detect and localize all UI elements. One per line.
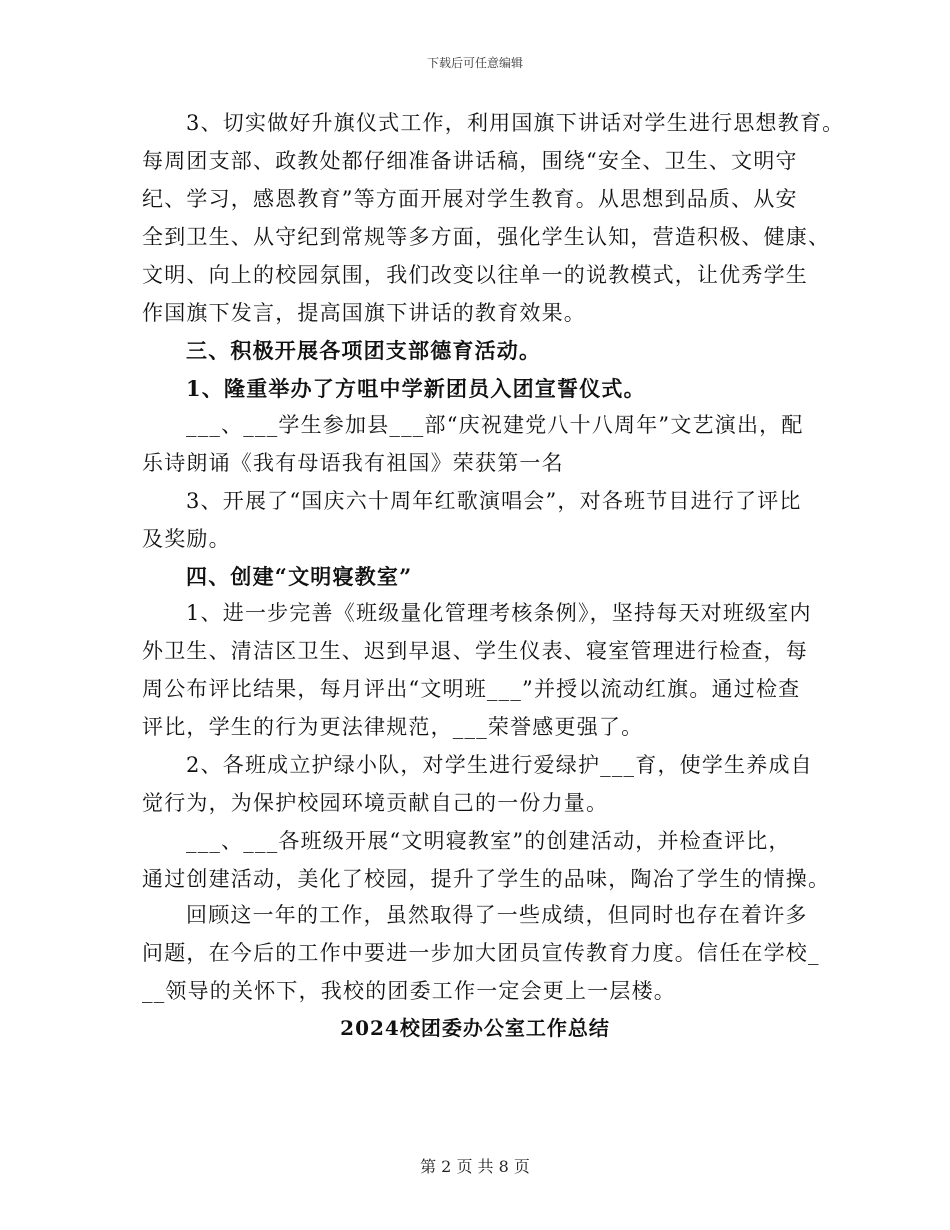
paragraph-line: 问题，在今后的工作中要进一步加大团员宣传教育力度。信任在学校_: [142, 941, 820, 965]
paragraph-line: 作国旗下发言，提高国旗下讲话的教育效果。: [142, 301, 586, 325]
paragraph-line: 通过创建活动，美化了校园，提升了学生的品味，陶冶了学生的情操。: [142, 867, 831, 891]
next-section-title: 2024校团委办公室工作总结: [340, 1016, 610, 1040]
paragraph-line: 纪、学习，感恩教育”等方面开展对学生教育。从思想到品质、从安: [142, 187, 798, 211]
paragraph-line: 周公布评比结果，每月评出“文明班___”并授以流动红旗。通过检查: [142, 677, 801, 701]
paragraph-line: 评比，学生的行为更法律规范，___荣誉感更强了。: [142, 715, 644, 739]
paragraph-line: __领导的关怀下，我校的团委工作一定会更上一层楼。: [142, 979, 676, 1003]
paragraph-line: 3、切实做好升旗仪式工作，利用国旗下讲话对学生进行思想教育。: [186, 111, 845, 135]
paragraph-line: 外卫生、清洁区卫生、迟到早退、学生仪表、寝室管理进行检查，每: [142, 639, 808, 663]
paragraph-line: 回顾这一年的工作，虽然取得了一些成绩，但同时也存在着许多: [186, 903, 808, 927]
paragraph-line: 全到卫生、从守纪到常规等多方面，强化学生认知，营造积极、健康、: [142, 225, 831, 249]
paragraph-line: 每周团支部、政教处都仔细准备讲话稿，围绕“安全、卫生、文明守: [142, 149, 798, 173]
paragraph-line: 文明、向上的校园氛围，我们改变以往单一的说教模式，让优秀学生: [142, 263, 808, 287]
page-header-note: 下载后可任意编辑: [426, 56, 523, 70]
paragraph-line: 1、进一步完善《班级量化管理考核条例》，坚持每天对班级室内: [186, 601, 812, 625]
section-heading: 四、创建“文明寝教室”: [186, 564, 413, 589]
paragraph-line: 乐诗朗诵《我有母语我有祖国》荣获第一名: [142, 451, 564, 475]
paragraph-line: 觉行为，为保护校园环境贡献自己的一份力量。: [142, 791, 609, 815]
page-footer: 第 2 页 共 8 页: [420, 1157, 530, 1176]
paragraph-line: 及奖励。: [142, 527, 231, 551]
paragraph-line: 3、开展了“国庆六十周年红歌演唱会”，对各班节目进行了评比: [186, 489, 802, 513]
section-heading: 三、积极开展各项团支部德育活动。: [186, 338, 542, 363]
paragraph-line: 2、各班成立护绿小队，对学生进行爱绿护___育，使学生养成自: [186, 753, 813, 777]
paragraph-line: ___、___学生参加县___部“庆祝建党八十八周年”文艺演出，配: [186, 413, 804, 437]
paragraph-line: ___、___各班级开展“文明寝教室”的创建活动，并检查评比，: [186, 829, 791, 853]
subsection-heading: 1、隆重举办了方咀中学新团员入团宣誓仪式。: [186, 376, 646, 401]
